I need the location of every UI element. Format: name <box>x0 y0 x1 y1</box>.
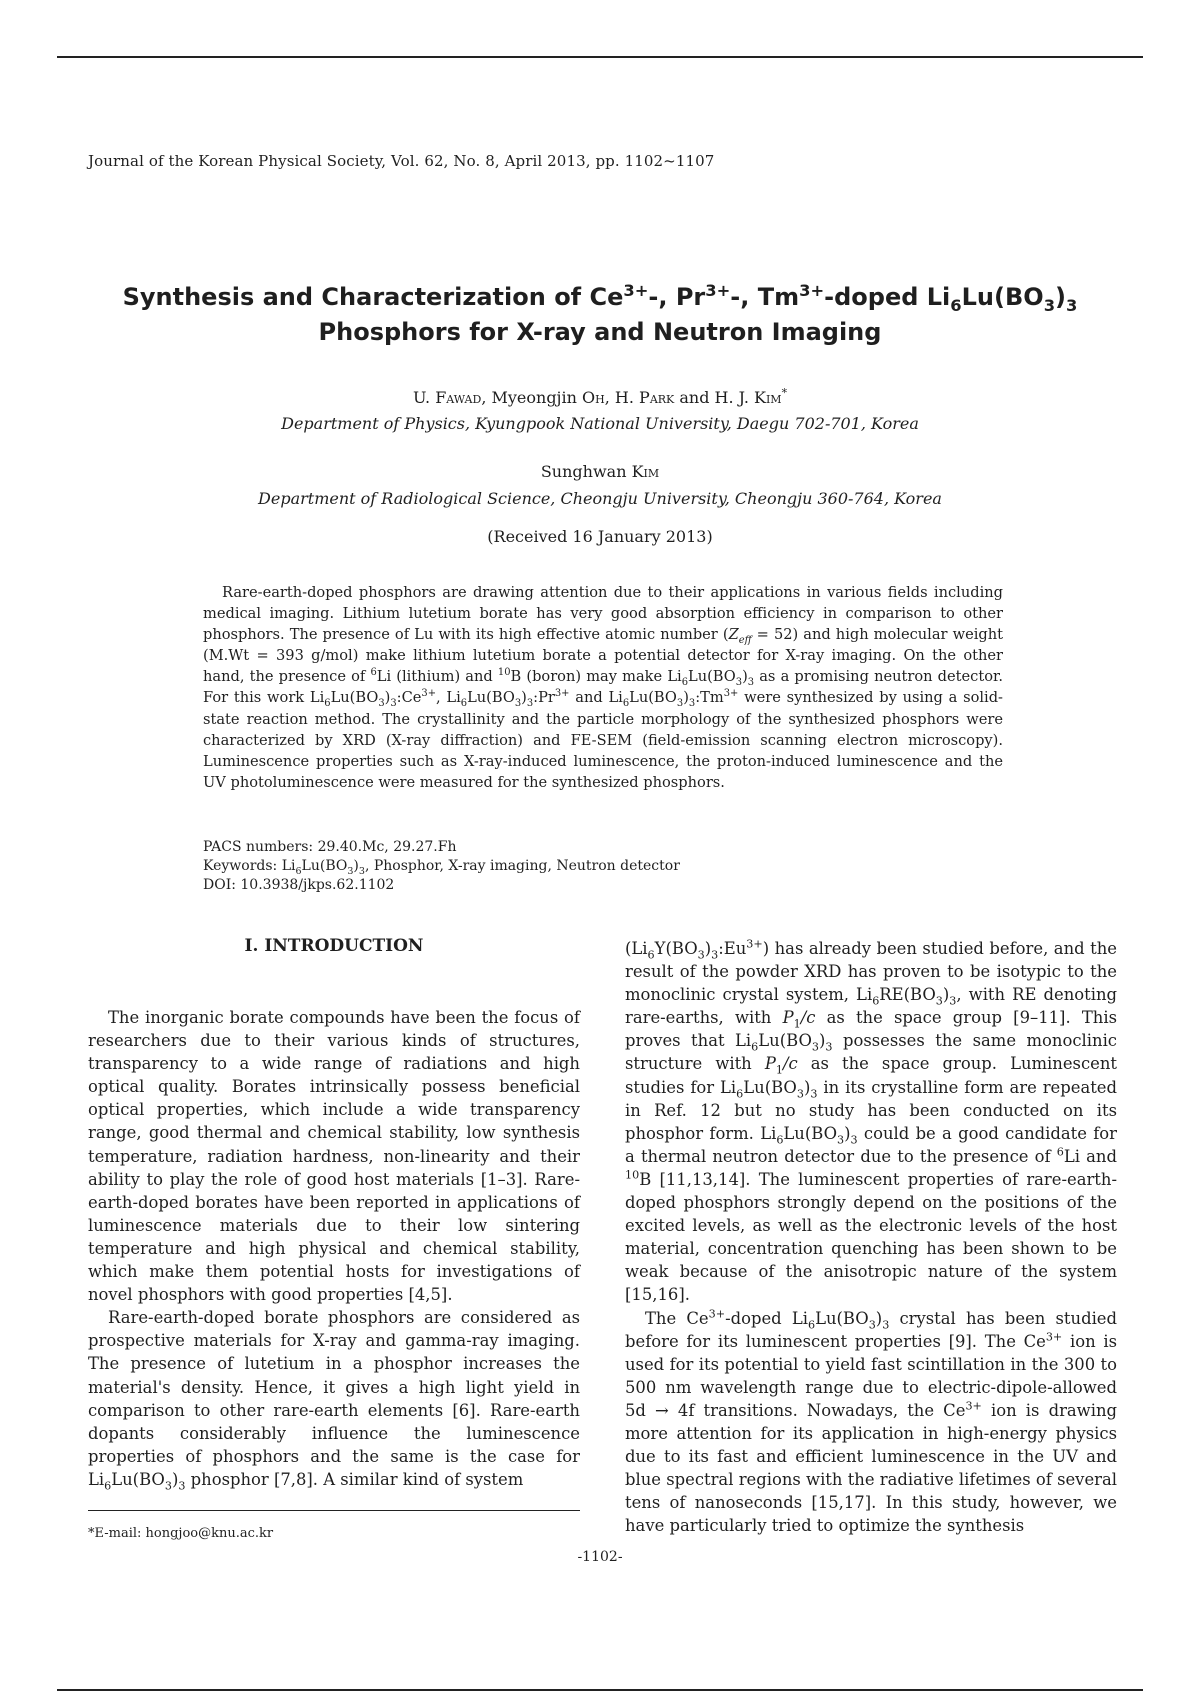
corresponding-author-mark: * <box>781 386 787 400</box>
pacs-numbers: PACS numbers: 29.40.Mc, 29.27.Fh <box>203 839 457 855</box>
top-rule <box>57 56 1143 58</box>
intro-paragraph-2: Rare-earth-doped borate phosphors are considered as prospective materials for X-ray and gamma-ray imaging. The presence of lutetium in a phosphor increases the material's density. Hence, it gives a high light yield in comparison to other rare-earth elements [6]. Rare-earth dopants considerably influence the luminescence properties of phosphors and the same is the case for $Li_6Lu(BO_3)_3$ phosphor [7,8]. A similar kind of system <box>88 1308 580 1493</box>
doi: DOI: 10.3938/jkps.62.1102 <box>203 877 395 893</box>
section-heading-introduction: I. INTRODUCTION <box>244 936 424 956</box>
affiliation-1: Department of Physics, Kyungpook National University, Daegu 702-701, Korea <box>281 414 919 433</box>
footnote-email: *E-mail: hongjoo@knu.ac.kr <box>88 1526 274 1541</box>
bottom-rule <box>57 1689 1143 1691</box>
affiliation-2: Department of Radiological Science, Cheongju University, Cheongju 360-764, Korea <box>258 489 942 508</box>
title-line-2: Phosphors for X-ray and Neutron Imaging <box>318 318 882 346</box>
paper-title: Synthesis and Characterization of $Ce^{3+}-$, $Pr^{3+}-$, $Tm^{3+}$-doped $Li_6Lu(BO_3)_3$ Phosphors for X-ray and Neutron Imaging <box>122 281 1078 346</box>
journal-citation: Journal of the Korean Physical Society, Vol. 62, No. 8, April 2013, pp. 1102~1107 <box>88 152 715 170</box>
author-list: U. Fawad, Myeongjin Oh, H. Park and H. J. Kim* <box>413 386 787 407</box>
author-list-2: Sunghwan Kim <box>540 462 660 481</box>
page-number: -1102- <box>577 1549 623 1565</box>
footnote-rule <box>88 1510 580 1511</box>
intro-paragraph-2-continued: $(Li_6Y(BO_3)_3:Eu^{3+})$ has already been studied before, and the result of the powder XRD has proven to be isotypic to the monoclinic crystal system, $Li_6RE(BO_3)_3$, with RE denoting rare-earths, with $P_1/c$ as the space group [9–11]. This proves that $Li_6Lu(BO_3)_3$ possesses the same monoclinic structure with $P_1/c$ as the space group. Luminescent studies for $Li_6Lu(BO_3)_3$ in its crystalline form are repeated in Ref. 12 but no study has been conducted on its phosphor form. $Li_6Lu(BO_3)_3$ could be a good candidate for a thermal neutron detector due to the presence of $^6$Li and $^{10}$B [11,13,14]. The luminescent properties of rare-earth-doped phosphors strongly depend on the positions of the excited levels, as well as the electronic levels of the host material, concentration quenching has been shown to be weak because of the anisotropic nature of the system [15,16]. <box>625 937 1117 1305</box>
intro-paragraph-3: The $Ce^{3+}$-doped $Li_6Lu(BO_3)_3$ crystal has been studied before for its luminescent properties [9]. The $Ce^{3+}$ ion is used for its potential to yield fast scintillation in the 300 to 500 nm wavelength range due to electric-dipole-allowed 5d → 4f transitions. Nowadays, the $Ce^{3+}$ ion is drawing more attention for its application in high-energy physics due to its fast and efficient luminescence in the UV and blue spectral regions with the radiative lifetimes of several tens of nanoseconds [15,17]. In this study, however, we have particularly tried to optimize the synthesis <box>625 1307 1118 1536</box>
keywords: Keywords: $Li_6Lu(BO_3)_3$, Phosphor, X-ray imaging, Neutron detector <box>203 858 680 877</box>
intro-paragraph-1: The inorganic borate compounds have been the focus of researchers due to their various kinds of structures, transparency to a wide range of radiations and high optical quality. Borates intrinsically possess beneficial optical properties, which include a wide transparency range, good thermal and chemical stability, low synthesis temperature, radiation hardness, non-linearity and their ability to play the role of good host materials [1–3]. Rare-earth-doped borates have been reported in applications of luminescence materials due to their low sintering temperature and high physical and chemical stability, which make them potential hosts for investigations of novel phosphors with good properties [4,5]. <box>88 1008 580 1305</box>
received-date: (Received 16 January 2013) <box>487 527 713 546</box>
paper-metadata <box>203 838 680 895</box>
right-column <box>625 937 1117 1537</box>
left-column <box>88 1006 580 1491</box>
abstract: Rare-earth-doped phosphors are drawing attention due to their applications in various fields including medical imaging. Lithium lutetium borate has very good absorption efficiency in comparison to other phosphors. The presence of Lu with its high effective atomic number $(Z_{eff} = 52)$ and high molecular weight (M.Wt = 393 g/mol) make lithium lutetium borate a potential detector for X-ray imaging. On the other hand, the presence of $^6$Li (lithium) and $^{10}$B (boron) may make $Li_6Lu(BO_3)_3$ as a promising neutron detector. For this work $Li_6Lu(BO_3)_3:Ce^{3+}$, $Li_6Lu(BO_3)_3:Pr^{3+}$ and $Li_6Lu(BO_3)_3:Tm^{3+}$ were synthesized by using a solid-state reaction method. The crystallinity and the particle morphology of the synthesized phosphors were characterized by XRD (X-ray diffraction) and FE-SEM (field-emission scanning electron microscopy). Luminescence properties such as X-ray-induced luminescence, the proton-induced luminescence and the UV photoluminescence were measured for the synthesized phosphors. <box>203 584 1004 791</box>
